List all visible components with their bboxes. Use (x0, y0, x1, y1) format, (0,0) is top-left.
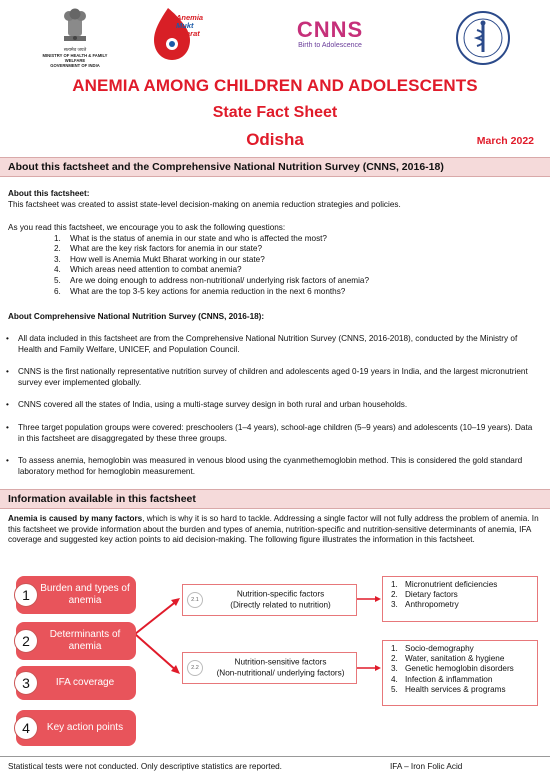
cnns-bullet-item: • CNNS covered all the states of India, using a multi-stage survey design in both rural and urban households. (0, 400, 550, 411)
about-factsheet-block (8, 189, 544, 210)
page-subtitle: State Fact Sheet (212, 104, 338, 121)
page-title: ANEMIA AMONG CHILDREN AND ADOLESCENTS (72, 76, 478, 95)
amb-logo-line2: Mukt (176, 21, 194, 30)
question-item: 5. Are we doing enough to address non-nutritional/ underlying risk factors of anemia? (54, 275, 370, 285)
sensitive-list-item: 2. Water, sanitation & hygiene (391, 654, 505, 664)
anemia-mukt-bharat-logo (150, 4, 220, 64)
specific-list-item: 2. Dietary factors (391, 590, 458, 600)
cnns-about-title: About Comprehensive National Nutrition Survey (CNNS, 2016-18): (8, 312, 265, 321)
questions-block (8, 223, 544, 297)
cnns-logo-tagline: Birth to Adolescence (298, 42, 362, 49)
diagram-item-label: Determinants of anemia (49, 629, 121, 652)
section-heading-info-text: Information available in this factsheet (8, 493, 196, 505)
question-item: 2. What are the key risk factors for anemia in our state? (54, 244, 263, 254)
specific-box-subtitle: (Directly related to nutrition) (230, 600, 331, 609)
aiims-seal-logo (455, 10, 511, 66)
diagram-item-ifa (16, 666, 136, 700)
section-heading-info (0, 489, 550, 509)
arrow-to-sensitive (135, 634, 178, 672)
diagram-item-number: 3 (14, 671, 38, 695)
section-heading-about-text: About this factsheet and the Comprehensive National Nutrition Survey (CNNS, 2016-18) (8, 161, 444, 173)
sensitive-box-number: 2.2 (187, 660, 203, 676)
arrow-to-specific (135, 600, 178, 634)
cnns-logo-text: CNNS (296, 17, 364, 42)
question-item: 4. Which areas need attention to combat anemia? (54, 265, 242, 275)
cnns-bullet-item: • CNNS is the first nationally representative nutrition survey of children and adolescents aged 0-19 years in India, and the largest micronutrient survey ever implemented globally. (0, 367, 550, 388)
cnns-bullet-item: • To assess anemia, hemoglobin was measured in venous blood using the cyanmethemoglobin method. This is considered the gold standard laboratory method for hemoglobin measurement. (0, 456, 550, 477)
state-name: Odisha (246, 130, 304, 149)
sensitive-list-item: 1. Socio-demography (391, 644, 474, 653)
publication-date: March 2022 (476, 135, 534, 147)
questions-list (8, 234, 544, 298)
section-heading-about (0, 157, 550, 177)
specific-list-item: 3. Anthropometry (391, 600, 459, 610)
sensitive-box-title: Nutrition-sensitive factors (234, 657, 327, 667)
diagram-item-label: IFA coverage (55, 677, 115, 688)
nutrition-sensitive-list (382, 640, 538, 706)
nutrition-sensitive-box (182, 652, 357, 684)
question-item: 3. How well is Anemia Mukt Bharat working in our state? (54, 254, 265, 264)
specific-list-item: 1. Micronutrient deficiencies (391, 580, 498, 589)
cnns-bullet-item: • All data included in this factsheet are from the Comprehensive National Nutrition Survey (CNNS, 2016-2018), conducted by the Ministry of Health and Family Welfare, UNICEF, and Population Council. (0, 334, 550, 355)
sensitive-list-item: 3. Genetic hemoglobin disorders (391, 664, 514, 674)
cnns-bullet-list (0, 334, 550, 489)
sensitive-box-subtitle: (Non-nutritional/ underlying factors) (216, 668, 345, 677)
footer-abbreviation: IFA – Iron Folic Acid (390, 762, 463, 771)
ministry-hindi-text: सत्यमेव जयते (63, 47, 87, 52)
ministry-subname: GOVERNMENT OF INDIA (50, 63, 100, 68)
about-factsheet-title: About this factsheet: (8, 189, 90, 198)
diagram-item-number: 4 (14, 716, 38, 740)
specific-box-title: Nutrition-specific factors (236, 589, 325, 599)
diagram-item-number: 1 (14, 583, 38, 607)
footer-divider (0, 756, 550, 757)
factsheet-contents-diagram (0, 570, 550, 750)
diagram-item-actions (16, 710, 136, 746)
ministry-emblem-logo (40, 6, 110, 70)
amb-logo-line1: Anemia (176, 13, 204, 22)
sensitive-list-item: 4. Infection & inflammation (391, 674, 493, 684)
questions-intro: As you read this factsheet, we encourage you to ask the following questions: (8, 223, 286, 232)
amb-logo-line3: Bharat (176, 29, 200, 38)
about-factsheet-text: This factsheet was created to assist state-level decision-making on anemia reduction strategies and policies. (8, 199, 401, 209)
info-intro-paragraph (8, 514, 542, 546)
info-intro-rest: , which is why it is so hard to tackle. Addressing a single factor will not fully address the problem of anemia. In this factsheet we provide information about the burden and types of anemia, nutrition-specific and nutrition-sensitive determinants of anemia, IFA coverage and suggested key action points to aid decision-making. The following figure illustrates the information in this factsheet. (8, 514, 539, 545)
diagram-item-label: Burden and types of anemia (40, 583, 130, 606)
ministry-name: MINISTRY OF HEALTH & FAMILY WELFARE (42, 53, 108, 63)
nutrition-specific-box (182, 584, 357, 616)
footer-note: Statistical tests were not conducted. Only descriptive statistics are reported. (8, 762, 282, 771)
diagram-item-determinants (16, 622, 136, 660)
specific-box-number: 2.1 (187, 592, 203, 608)
info-intro-bold: Anemia is caused by many factors (8, 514, 143, 523)
cnns-logo (290, 18, 370, 64)
diagram-item-burden (16, 576, 136, 614)
question-item: 1. What is the status of anemia in our state and who is affected the most? (54, 233, 327, 243)
sensitive-list-item: 5. Health services & programs (391, 684, 506, 694)
cnns-bullet-item: • Three target population groups were covered: preschoolers (1–4 years), school-age children (5–9 years) and adolescents (10–19 years). Data in this factsheet are disaggregated by these three groups. (0, 423, 550, 444)
question-item: 6. What are the top 3-5 key actions for anemia reduction in the next 6 months? (54, 286, 346, 296)
ashoka-emblem-icon (58, 6, 92, 46)
diagram-item-label: Key action points (46, 722, 124, 733)
nutrition-specific-list (382, 576, 538, 622)
diagram-item-number: 2 (14, 629, 38, 653)
